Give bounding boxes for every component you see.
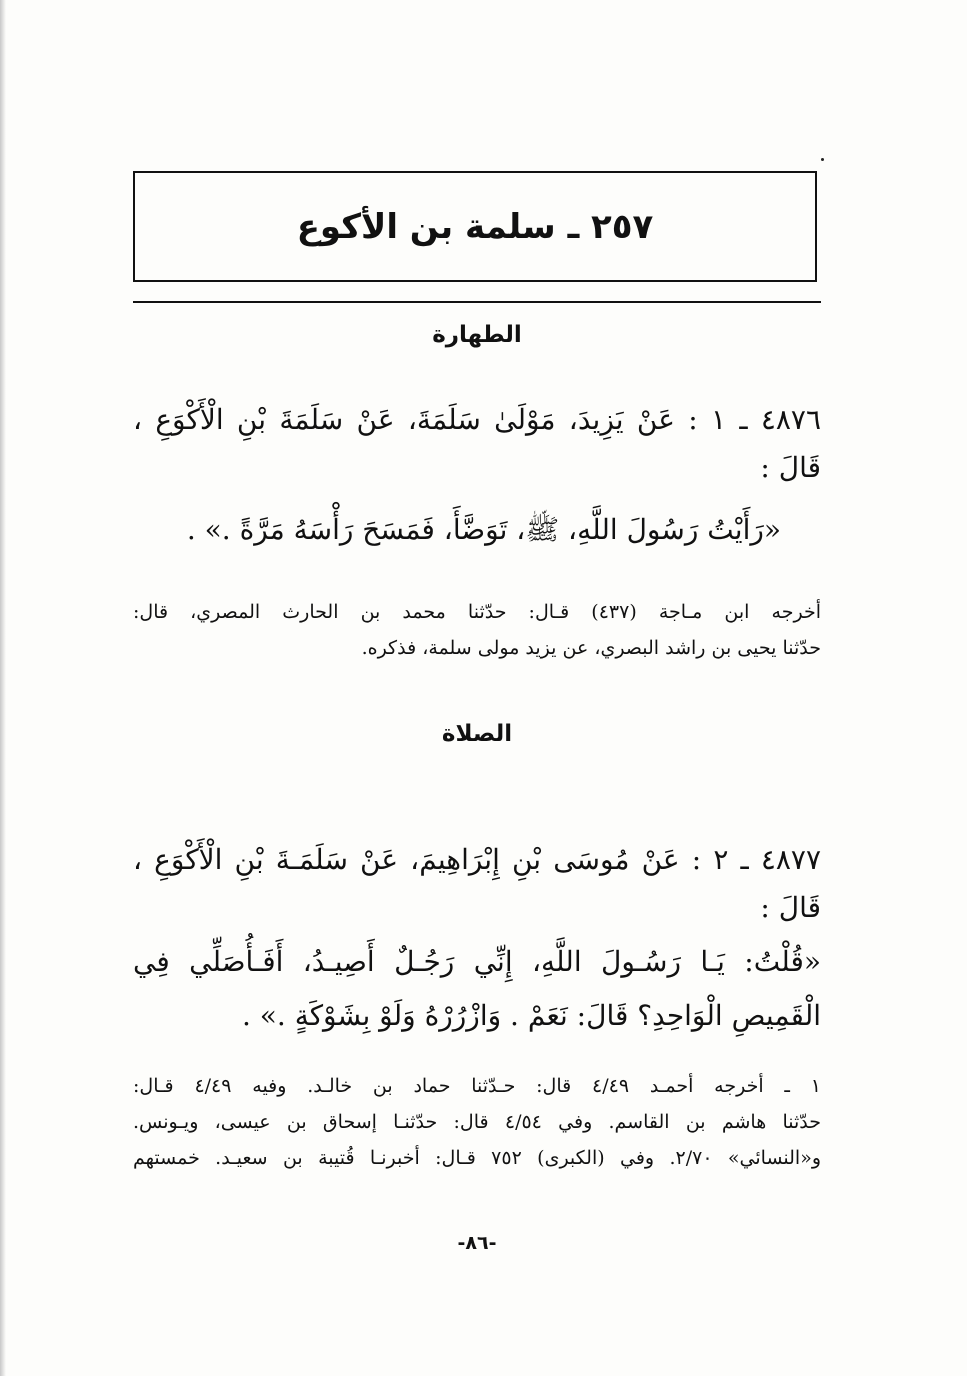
section-heading-purification: الطهارة bbox=[432, 322, 522, 348]
chapter-title-box bbox=[133, 171, 817, 282]
hadith-4877 bbox=[133, 836, 821, 1040]
hadith-line: ٤٨٧٦ ـ ١ : عَنْ يَزِيدَ، مَوْلَىٰ سَلَمَةَ، عَنْ سَلَمَةَ بْنِ الْأَكْوَعِ ، bbox=[133, 403, 821, 436]
note-line: أخرجه ابن مـاجة (٤٣٧) قـال: حدّثنا محمد بن الحارث المصري، قال: bbox=[133, 601, 821, 623]
section-heading-prayer: الصلاة bbox=[441, 721, 513, 747]
hadith-line: قَالَ : bbox=[760, 891, 821, 924]
hadith-line: «قُلْتُ: يَـا رَسُـولَ اللَّهِ، إِنِّي رَجُـلٌ أَصِيـدُ، أَفَـأُصَلِّي فِي bbox=[133, 945, 821, 978]
hadith-line: ٤٨٧٧ ـ ٢ : عَنْ مُوسَى بْنِ إِبْرَاهِيمَ، عَنْ سَلَمَـةَ بْنِ الْأَكْوَعِ ، bbox=[133, 843, 821, 876]
note-line: حدّثنا يحيى بن راشد البصري، عن يزيد مولى سلمة، فذكره. bbox=[361, 637, 821, 659]
note-line: حدّثنا هاشم بن القاسم. وفي ٤/٥٤ قال: حدّثنـا إسحاق بن عيسى، ويـونس. bbox=[133, 1111, 821, 1133]
scan-speck bbox=[821, 158, 824, 161]
hadith-line: الْقَمِيصِ الْوَاحِدِ؟ قَالَ: نَعَمْ . وَازْرُرْهُ وَلَوْ بِشَوْكَةٍ .» . bbox=[241, 999, 821, 1032]
takhrij-note-4877 bbox=[133, 1068, 821, 1176]
takhrij-note-4876 bbox=[133, 594, 821, 666]
page-number: -٨٦- bbox=[457, 1232, 497, 1254]
chapter-title: ٢٥٧ ـ سلمة بن الأكوع bbox=[296, 206, 654, 247]
hadith-line: قَالَ : bbox=[760, 451, 821, 484]
note-line: و«النسائي» ٢/٧٠. وفي (الكبرى) ٧٥٢ قـال: أخبرنـا قُتيبة بن سعيـد. خمستهم bbox=[133, 1147, 822, 1169]
header-rule bbox=[133, 301, 821, 303]
note-line: ١ ـ أخرجه أحمـد ٤/٤٩ قال: حـدّثنا حماد بن خالـد. وفيه ٤/٤٩ قـال: bbox=[133, 1075, 821, 1097]
hadith-4876 bbox=[133, 396, 821, 554]
hadith-line: «رَأَيْتُ رَسُولَ اللَّهِ، ﷺ، تَوَضَّأَ، فَمَسَحَ رَأْسَهُ مَرَّةً .» . bbox=[186, 513, 781, 546]
scan-edge-shadow bbox=[0, 0, 6, 1376]
